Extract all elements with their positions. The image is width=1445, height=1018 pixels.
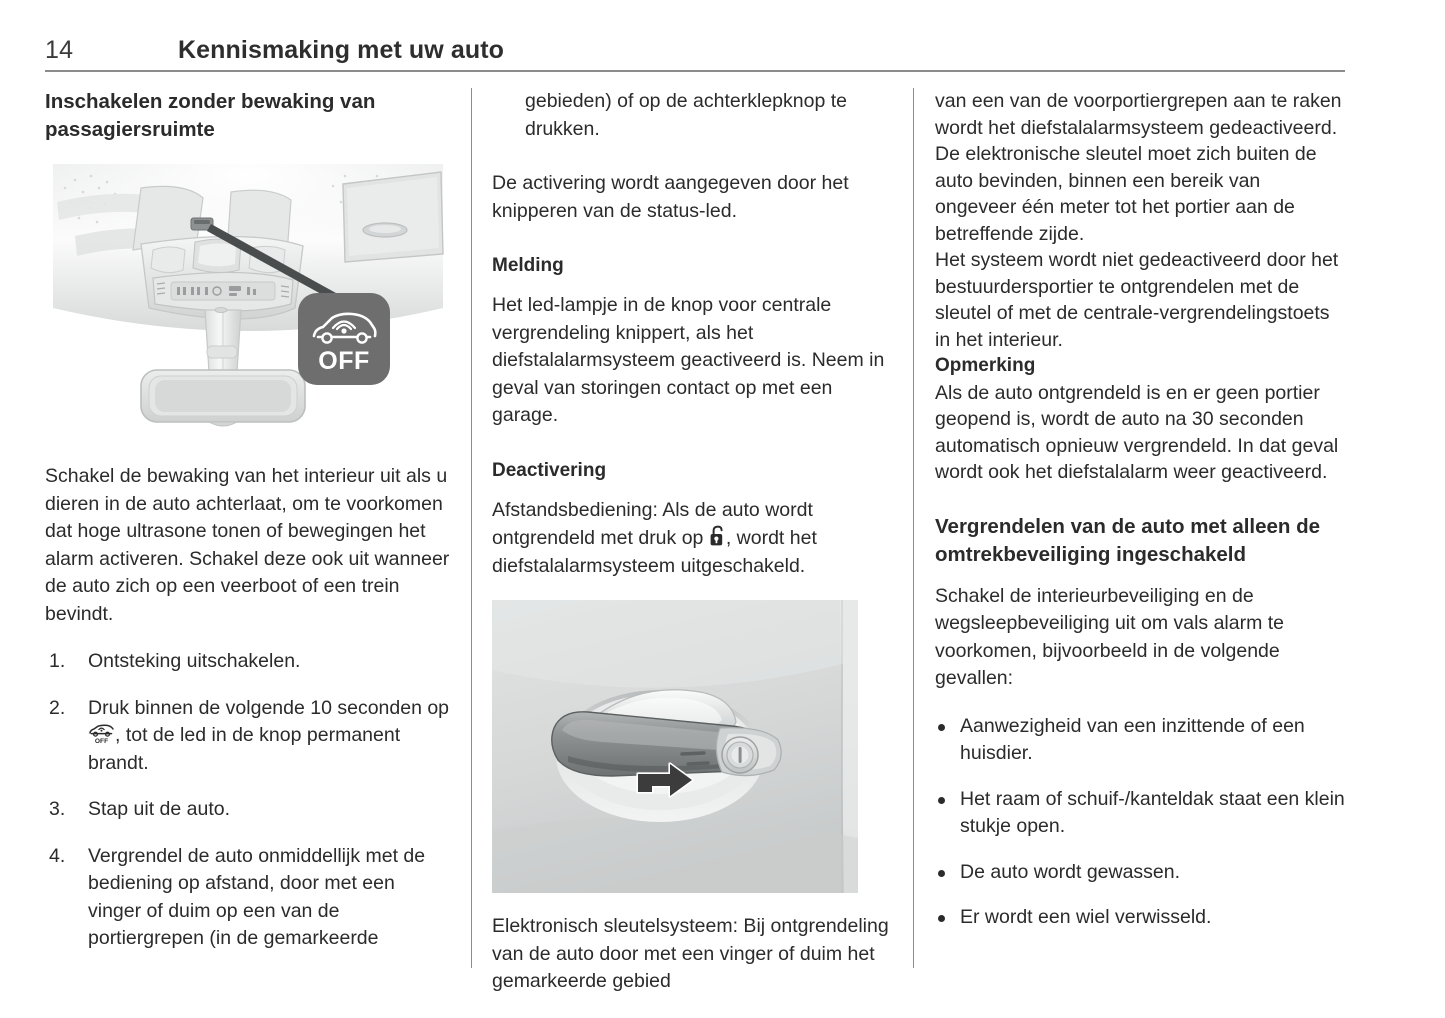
bullet-dot-icon (938, 870, 945, 877)
paragraph-deactivering (492, 497, 894, 581)
subheading-opmerking: Opmerking (935, 355, 1036, 376)
paragraph-elektronische-sleutel: De elektronische sleutel moet zich buiten de auto bevinden, binnen een bereik van ongeveer één meter tot het portier aan de betreffende zijde. (935, 143, 1317, 245)
list-item (935, 859, 1345, 887)
car-sensor-off-icon (310, 309, 378, 349)
step-number: 4. (49, 844, 66, 867)
bullet-text: De auto wordt gewassen. (960, 860, 1181, 883)
paragraph-deactivering-before: Afstandsbediening: Als de auto wordt ontgrendeld met druk op (492, 498, 813, 549)
list-item (45, 695, 453, 778)
bullet-dot-icon (938, 724, 945, 731)
subheading-deactivering: Deactivering (492, 459, 607, 481)
page-number: 14 (45, 36, 74, 64)
unlock-icon (709, 524, 726, 549)
list-item (45, 796, 453, 824)
bullet-text: Het raam of schuif-/kanteldak staat een klein stukje open. (960, 787, 1345, 837)
list-item (935, 904, 1345, 932)
step-text: Stap uit de auto. (88, 798, 231, 820)
subheading-melding: Melding (492, 255, 564, 276)
overhead-console-illustration (45, 158, 451, 436)
car-off-icon (88, 724, 115, 744)
step-text: Vergrendel de auto onmiddellijk met de bediening op afstand, door met een vinger of duim op een van de portiergrepen (in de gemarkeerde (88, 844, 426, 949)
bullet-text: Er wordt een wiel verwisseld. (960, 906, 1212, 928)
section-heading-vergrendelen: Vergrendelen van de auto met alleen de omtrekbeveiliging ingeschakeld (935, 514, 1321, 566)
paragraph-interior-monitoring: Schakel de bewaking van het interieur uit als u dieren in de auto achterlaat, om te voorkomen dat hoge ultrasone tonen of bewegingen het alarm activeren. Schakel deze ook uit wanneer de auto zich op een veerboot of een trein bevindt. (45, 465, 450, 625)
column-one (45, 88, 453, 953)
column-two (492, 88, 894, 996)
list-item (935, 713, 1345, 768)
bullet-dot-icon (938, 797, 945, 804)
step-text: Ontsteking uitschakelen. (88, 650, 301, 672)
step-text-after: , tot de led in de knop permanent brandt. (88, 724, 401, 774)
paragraph-systeem-niet-gedeactiveerd: Het systeem wordt niet gedeactiveerd door het bestuurdersportier te ontgrendelen met de sleutel of met de centrale-vergrendelingstoets in het interieur. (935, 249, 1339, 351)
paragraph-voorportiergrepen: van een van de voorportiergrepen aan te raken wordt het diefstalalarmsysteem gedeactiveerd. (935, 90, 1342, 139)
step-number: 2. (49, 696, 66, 719)
paragraph-deactivering-after: , wordt het diefstalalarmsysteem uitgeschakeld. (492, 527, 817, 577)
page-title: Kennismaking met uw auto (178, 36, 505, 64)
step-number: 1. (49, 650, 66, 672)
step-text: Druk binnen de volgende 10 seconden op (88, 696, 450, 719)
paragraph-schakel-interieurbeveiliging: Schakel de interieurbeveiliging en de wegsleepbeveiliging uit om vals alarm te voorkomen, bijvoorbeeld in de volgende gevallen: (935, 584, 1285, 689)
page-header (45, 36, 1345, 70)
bullet-dot-icon (938, 915, 945, 922)
column-divider-left (471, 88, 472, 968)
section-heading-inschakelen: Inschakelen zonder bewaking van passagiersruimte (45, 90, 376, 141)
list-item (45, 843, 453, 953)
interior-sensor-off-badge (298, 293, 390, 385)
column-divider-right (913, 88, 914, 968)
paragraph-activering: De activering wordt aangegeven door het knipperen van de status-led. (492, 172, 849, 222)
paragraph-opmerking-body: Als de auto ontgrendeld is en er geen portier geopend is, wordt de auto na 30 seconden automatisch opnieuw vergrendeld. In dat geval wordt ook het diefstalalarm weer geactiveerd. (935, 381, 1339, 483)
badge-off-label: OFF (318, 347, 370, 375)
header-divider-rule (45, 70, 1345, 72)
numbered-steps-list (45, 648, 453, 953)
svg-text:OFF: OFF (94, 738, 109, 744)
column-three (935, 88, 1345, 932)
bullet-list-cases (935, 713, 1345, 932)
bullet-text: Aanwezigheid van een inzittende of een huisdier. (960, 714, 1305, 764)
list-item (935, 786, 1345, 841)
paragraph-continuation: gebieden) of op de achterklepknop te drukken. (525, 90, 847, 140)
figure-caption-electronic-key: Elektronisch sleutelsysteem: Bij ontgrendeling van de auto door met een vinger of duim het gemarkeerde gebied (492, 915, 889, 992)
step-number: 3. (49, 798, 66, 820)
door-handle-illustration (492, 600, 858, 893)
paragraph-melding: Het led-lampje in de knop voor centrale vergrendeling knippert, als het diefstalalarmsysteem geactiveerd is. Neem in geval van storingen contact op met een garage. (492, 294, 885, 426)
list-item (45, 648, 453, 676)
